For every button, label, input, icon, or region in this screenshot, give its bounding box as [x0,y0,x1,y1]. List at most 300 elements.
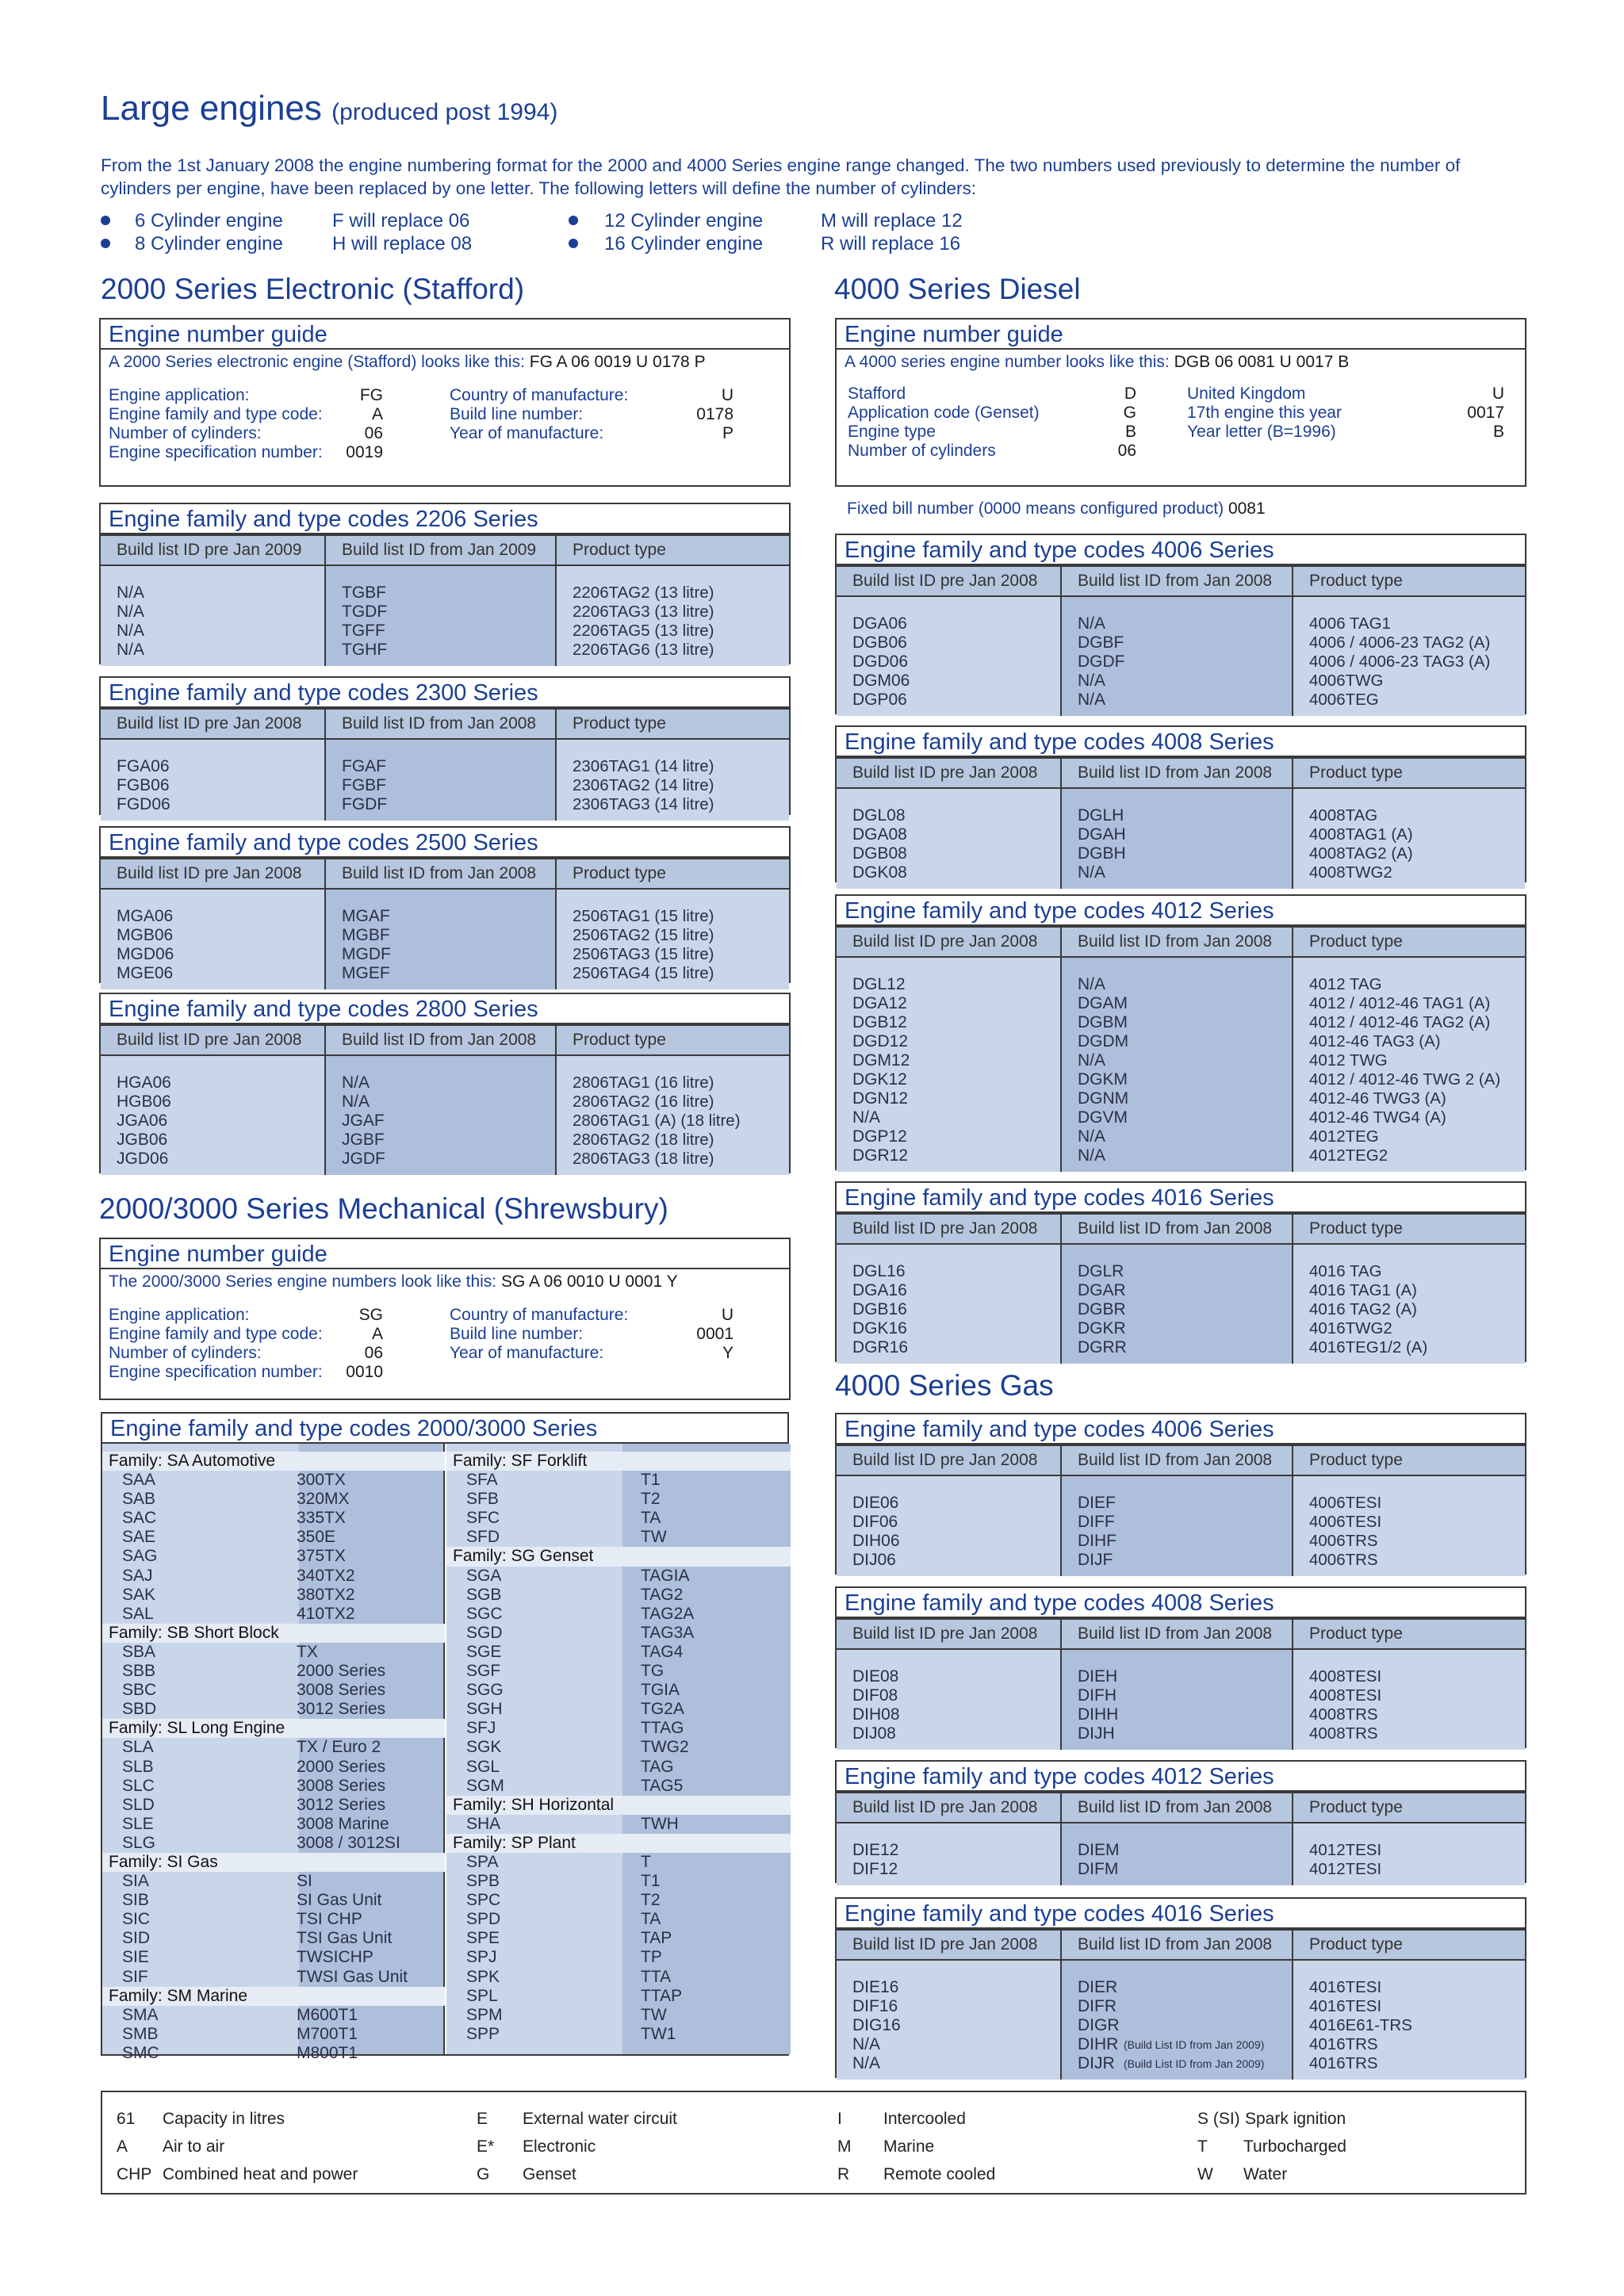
guide-label: Year of manufacture: [450,424,604,442]
family-product: 3008 / 3012SI [297,1833,400,1852]
guide-value: B [1124,423,1136,441]
col-header: Build list ID from Jan 2008 [1061,758,1293,788]
family-row [102,1643,445,1662]
family-product: 350E [297,1528,336,1547]
family-code: SGM [466,1776,504,1795]
col-header: Build list ID from Jan 2008 [325,1025,556,1055]
legend-key: S (SI) [1197,2110,1240,2128]
legend-key: CHP [117,2165,152,2183]
mech-col-1 [102,1444,445,2062]
table-title: Engine family and type codes 2000/3000 Series [102,1414,787,1444]
family-code: SLD [122,1795,155,1814]
family-row [102,1586,445,1605]
engine-number-guide-diesel [835,318,1526,487]
codes-table-2206 [99,503,791,664]
family-label: Family: SH Horizontal [446,1796,791,1815]
codes-table [101,534,789,666]
family-code: SGL [466,1757,500,1776]
family-row [446,1586,791,1605]
legend-key: 61 [117,2110,136,2128]
family-row [102,1738,445,1757]
col-header: Build list ID from Jan 2008 [325,859,556,889]
guide-intro: A 2000 Series electronic engine (Stafford) looks like this: [109,353,525,371]
legend-key: M [837,2137,852,2156]
col-header: Build list ID pre Jan 2009 [101,535,325,565]
guide-value: 0178 [696,405,733,423]
family-code: SAK [122,1585,156,1604]
col-pre: HGA06 HGB06 JGA06 JGB06 JGD06 [101,1055,325,1175]
col-pre: MGA06 MGB06 MGD06 MGE06 [101,889,325,989]
codes-table [101,1024,789,1175]
family-row [102,1910,445,1929]
guide-value: FG [359,386,383,404]
family-product: TWSI Gas Unit [297,1967,408,1986]
bullet-icon [101,209,110,232]
family-product: TAP [641,1929,672,1948]
guide-label: Year letter (B=1996) [1187,423,1336,441]
family-product: 3012 Series [297,1795,386,1814]
section-heading-gas: 4000 Series Gas [835,1369,1054,1402]
legend-key: E* [477,2137,495,2156]
codes-table-diesel-4006 [835,534,1526,714]
codes-table-diesel-4016 [835,1181,1526,1362]
col-header: Product type [556,859,789,889]
guide-value: A [371,405,383,423]
col-from-values: DIER DIFR DIGR DIHR DIJR [1078,1978,1120,2072]
guide-example: FG A 06 0019 U 0178 P [529,353,706,371]
family-product: TAGIA [641,1566,690,1585]
family-product: 380TX2 [297,1585,355,1604]
legend-key: R [837,2165,850,2183]
guide-row [109,443,394,462]
family-row [102,1815,445,1834]
guide-label: Number of cylinders: [109,424,262,442]
family-row [102,1834,445,1853]
build-note: (Build List ID from Jan 2009) [1124,2038,1265,2051]
col-from: DGLH DGAH DGBH N/A [1061,788,1293,889]
family-label: Family: SF Forklift [446,1452,791,1471]
table-title: Engine family and type codes 4016 Series [837,1183,1525,1213]
col-from: N/A N/A JGAF JGBF JGDF [325,1055,556,1175]
guide-label: Year of manufacture: [450,1344,604,1362]
col-pre: DGL08 DGA08 DGB08 DGK08 [837,788,1061,889]
col-pre: DIE12 DIF12 [837,1823,1061,1885]
guide-row [1187,385,1512,404]
legend-key: G [477,2165,490,2183]
cylinder-replace: F will replace 06 [332,210,470,232]
family-product: TX [297,1642,318,1661]
family-code: SGD [466,1623,503,1642]
family-product: M800T1 [297,2043,358,2062]
family-product: 2000 Series [297,1757,386,1776]
family-row [446,1910,791,1929]
mech-col-2 [446,1444,791,2054]
codes-table-diesel-4012 [835,894,1526,1170]
family-product: TG [641,1662,665,1681]
col-header: Build list ID from Jan 2009 [325,535,556,565]
family-product: TGIA [641,1681,680,1700]
col-product: 4012 TAG 4012 / 4012-46 TAG1 (A) 4012 / 4012-46 TAG2 (A) 4012-46 TAG3 (A) 4012 TWG 4012 / 4012-46 TWG 2 (A) 4012-46 TWG3 (A) 4012-46 TWG4 (A) 4012TEG 4012TEG2 [1293,957,1525,1172]
col-header: Build list ID pre Jan 2008 [837,1214,1061,1244]
intro-text: From the 1st January 2008 the engine numbering format for the 2000 and 4000 Series engine range changed. The two numbers used previously to determine the number of cylinders per engine, have been replaced by one letter. The following letters will define the number of cylinders: [101,155,1461,198]
mech-body [102,1444,787,2062]
cylinder-row [101,232,1052,255]
col-pre: N/A N/A N/A N/A [101,565,325,666]
family-product: 320MX [297,1490,350,1509]
family-product: TG2A [641,1700,684,1719]
family-code: SFA [466,1471,498,1490]
col-product: 4012TESI 4012TESI [1293,1823,1525,1885]
codes-table-gas-4012 [835,1760,1526,1883]
codes-table-diesel-4008 [835,725,1526,882]
table-title: Engine family and type codes 4012 Series [837,896,1525,926]
col-product: 2506TAG1 (15 litre) 2506TAG2 (15 litre) 2506TAG3 (15 litre) 2506TAG4 (15 litre) [556,889,789,989]
col-pre: DIE08 DIF08 DIH08 DIJ08 [837,1649,1061,1750]
family-product: 340TX2 [297,1566,355,1585]
guide-value: G [1123,404,1136,422]
codes-table-2500 [99,826,791,983]
family-row [446,1643,791,1662]
guide-value: A [371,1325,383,1343]
col-header: Build list ID pre Jan 2008 [837,758,1061,788]
family-code: SMA [122,2005,159,2024]
family-row [446,1662,791,1681]
codes-table [837,565,1525,716]
guide-value: 06 [364,1344,383,1362]
guide-example-line [837,350,1525,373]
family-product: TP [641,1948,662,1967]
family-code: SIB [122,1891,149,1910]
guide-title: Engine number guide [101,320,789,350]
family-code: SLC [122,1776,155,1795]
codes-table-gas-4016 [835,1897,1526,2078]
guide-title: Engine number guide [837,320,1525,350]
guide-row [848,423,1149,442]
cylinder-engine: 16 Cylinder engine [604,233,764,254]
guide-example: DGB 06 0081 U 0017 B [1174,353,1350,371]
legend-desc: Remote cooled [883,2165,996,2183]
family-code: SPL [466,1986,498,2005]
page-title [101,89,557,128]
col-header: Product type [1293,1214,1525,1244]
family-product: TAG2 [641,1585,684,1604]
family-product: 3008 Series [297,1681,386,1700]
guide-label: Engine specification number: [109,443,323,461]
family-row [446,1891,791,1910]
family-row [102,1490,445,1509]
family-product: 375TX [297,1547,346,1566]
family-product: M600T1 [297,2005,358,2024]
guide-value: B [1492,423,1504,441]
family-product: TAG4 [641,1642,684,1661]
codes-table [101,858,789,989]
col-product: 2306TAG1 (14 litre) 2306TAG2 (14 litre) 2306TAG3 (14 litre) [556,739,789,821]
family-row [446,1471,791,1490]
family-row [102,2006,445,2025]
table-title: Engine family and type codes 4008 Series [837,727,1525,757]
guide-label: Country of manufacture: [450,1306,629,1324]
family-row [102,1471,445,1490]
family-code: SHA [466,1814,501,1833]
legend-key: A [117,2137,128,2156]
cylinder-engine: 8 Cylinder engine [135,233,283,254]
family-row [102,2025,445,2044]
codes-table [837,1445,1525,1576]
family-row [446,1777,791,1796]
family-product: TWG2 [641,1738,689,1757]
codes-table-2000-3000 [101,1412,789,2062]
guide-value: U [721,1306,733,1324]
guide-col-1 [109,386,394,462]
legend-key: E [477,2110,488,2128]
legend-desc: Intercooled [883,2110,966,2128]
family-row [102,1700,445,1719]
family-row [102,1547,445,1566]
family-row [446,1929,791,1948]
col-from [1061,1960,1293,2080]
family-code: SFB [466,1490,499,1509]
family-code: SLA [122,1738,154,1757]
family-code: SGA [466,1566,502,1585]
family-code: SLG [122,1833,156,1852]
family-row [446,2006,791,2025]
family-row [446,1853,791,1872]
guide-value: 06 [1117,442,1136,460]
guide-label: United Kingdom [1187,385,1306,403]
family-code: SAB [122,1490,156,1509]
guide-value: P [722,424,733,442]
legend-key: T [1197,2137,1208,2156]
legend [101,2091,1526,2195]
col-header: Build list ID pre Jan 2008 [837,1619,1061,1649]
family-row [446,1681,791,1700]
col-header: Build list ID from Jan 2008 [1061,927,1293,957]
family-code: SIE [122,1948,149,1967]
guide-row [848,404,1149,423]
family-code: SPM [466,2005,503,2024]
codes-table-2300 [99,676,791,815]
family-row [102,1662,445,1681]
codes-table-gas-4006 [835,1413,1526,1575]
col-pre: DIE16 DIF16 DIG16 N/A N/A [837,1960,1061,2080]
family-product: TW [641,2005,667,2024]
col-product: 4016TESI 4016TESI 4016E61-TRS 4016TRS 4016TRS [1293,1960,1525,2080]
col-product: 4006 TAG1 4006 / 4006-23 TAG2 (A) 4006 / 4006-23 TAG3 (A) 4006TWG 4006TEG [1293,596,1525,716]
family-product: TSI CHP [297,1910,362,1929]
guide-example-line [101,350,789,373]
codes-table [101,708,789,821]
col-header: Build list ID from Jan 2008 [1061,1214,1293,1244]
family-row [102,1509,445,1528]
family-label: Family: SP Plant [446,1834,791,1853]
guide-label: Engine family and type code: [109,405,323,423]
family-row [102,1777,445,1796]
col-header: Product type [556,535,789,565]
build-note: (Build List ID from Jan 2009) [1124,2057,1265,2070]
family-product: SI Gas Unit [297,1891,382,1910]
guide-label: Build line number: [450,1325,584,1343]
family-code: SGE [466,1642,502,1661]
family-label: Family: SA Automotive [102,1452,445,1471]
family-product: T2 [641,1891,661,1910]
cylinder-replace: M will replace 12 [821,210,963,232]
family-code: SFD [466,1528,500,1547]
family-code: SGC [466,1604,503,1623]
guide-row [1187,404,1512,423]
guide-label: Engine family and type code: [109,1325,323,1343]
legend-desc: Electronic [523,2137,596,2156]
family-code: SAG [122,1547,158,1566]
family-row [446,1528,791,1547]
family-code: SGB [466,1585,502,1604]
bullet-icon [101,232,110,255]
guide-row [450,405,751,424]
family-row [446,1605,791,1624]
col-header: Product type [1293,758,1525,788]
col-header: Build list ID from Jan 2008 [1061,1445,1293,1475]
family-row [446,1968,791,1987]
col-header: Product type [556,1025,789,1055]
cylinder-list [101,209,1052,255]
col-pre: DGL16 DGA16 DGB16 DGK16 DGR16 [837,1244,1061,1364]
legend-key: W [1197,2165,1213,2183]
cylinder-replace: H will replace 08 [332,233,473,254]
family-product: 410TX2 [297,1604,355,1623]
family-product: TA [641,1509,661,1528]
col-pre: DIE06 DIF06 DIH06 DIJ06 [837,1475,1061,1576]
table-title: Engine family and type codes 2800 Series [101,994,789,1024]
guide-intro: A 4000 series engine number looks like this: [845,353,1170,371]
guide-col-1 [109,1306,394,1382]
guide-value: 0017 [1467,404,1504,422]
family-label: Family: SL Long Engine [102,1719,445,1738]
family-product: TTAG [641,1719,684,1738]
title-main: Large engines [101,89,322,128]
family-row [102,1681,445,1700]
col-header: Product type [1293,927,1525,957]
family-product: TW [641,1528,667,1547]
guide-row [109,386,394,405]
legend-desc: Turbocharged [1243,2137,1346,2156]
guide-value: U [1492,385,1504,403]
fixed-bill-label: Fixed bill number (0000 means configured product) [847,499,1224,518]
guide-row [848,442,1149,461]
col-header: Build list ID pre Jan 2008 [837,1930,1061,1960]
family-code: SPP [466,2024,500,2043]
family-row [102,1872,445,1891]
col-header: Product type [1293,1930,1525,1960]
family-code: SGF [466,1662,501,1681]
family-label: Family: SI Gas [102,1853,445,1872]
fixed-bill-note [847,499,1266,519]
family-code: SPK [466,1967,500,1986]
col-from: DIEM DIFM [1061,1823,1293,1885]
guide-example-line [101,1269,789,1293]
codes-table [837,1618,1525,1750]
family-product: TA [641,1910,661,1929]
guide-value: U [721,386,733,404]
family-product: TTA [641,1967,672,1986]
family-code: SMC [122,2043,159,2062]
table-title: Engine family and type codes 2206 Series [101,504,789,534]
codes-table [837,1792,1525,1885]
section-heading-stafford: 2000 Series Electronic (Stafford) [101,273,525,305]
col-pre: DGA06 DGB06 DGD06 DGM06 DGP06 [837,596,1061,716]
family-code: SAE [122,1528,156,1547]
family-code: SIA [122,1872,149,1891]
col-header: Build list ID from Jan 2008 [1061,1930,1293,1960]
family-product: 2000 Series [297,1662,386,1681]
guide-row [450,1325,751,1344]
cylinder-engine: 12 Cylinder engine [604,210,764,232]
codes-table [837,926,1525,1172]
guide-col-1 [848,385,1149,461]
guide-col-2 [1187,385,1512,442]
guide-col-2 [450,1306,751,1363]
family-code: SBB [122,1662,156,1681]
guide-row [450,1344,751,1363]
col-header: Build list ID pre Jan 2008 [837,566,1061,596]
family-code: SBA [122,1642,156,1661]
family-code: SMB [122,2024,159,2043]
family-row [446,1872,791,1891]
col-header: Build list ID from Jan 2008 [1061,1793,1293,1823]
family-code: SID [122,1929,151,1948]
legend-desc: Genset [523,2165,576,2183]
guide-row [109,1325,394,1344]
guide-row [1187,423,1512,442]
guide-label: Engine specification number: [109,1363,323,1381]
family-row [102,1948,445,1967]
bullet-icon [569,209,578,232]
guide-label: Country of manufacture: [450,386,629,404]
table-title: Engine family and type codes 4006 Series [837,535,1525,565]
family-code: SPB [466,1872,500,1891]
col-header: Product type [1293,1619,1525,1649]
col-product: 2206TAG2 (13 litre) 2206TAG3 (13 litre) 2206TAG5 (13 litre) 2206TAG6 (13 litre) [556,565,789,666]
col-header: Build list ID pre Jan 2008 [837,1793,1061,1823]
family-code: SBD [122,1700,157,1719]
title-sub: (produced post 1994) [331,99,558,125]
col-from: DIEF DIFF DIHF DIJF [1061,1475,1293,1576]
col-header: Build list ID from Jan 2008 [1061,1619,1293,1649]
col-header: Build list ID pre Jan 2008 [837,1445,1061,1475]
family-code: SLB [122,1757,154,1776]
family-row [102,1891,445,1910]
col-product: 2806TAG1 (16 litre) 2806TAG2 (16 litre) 2806TAG1 (A) (18 litre) 2806TAG2 (18 litre) 2806TAG3 (18 litre) [556,1055,789,1175]
legend-desc: External water circuit [523,2110,677,2128]
family-product: TAG [641,1757,674,1776]
col-header: Build list ID from Jan 2008 [1061,566,1293,596]
family-row [446,1567,791,1586]
guide-value: 0001 [696,1325,733,1343]
col-from: MGAF MGBF MGDF MGEF [325,889,556,989]
guide-row [450,424,751,443]
legend-key: I [837,2110,842,2128]
family-code: SPD [466,1910,501,1929]
family-row [102,1605,445,1624]
col-from: DIEH DIFH DIHH DIJH [1061,1649,1293,1750]
guide-value: 0019 [346,443,383,461]
family-code: SAA [122,1471,156,1490]
family-code: SPA [466,1852,499,1871]
legend-desc: Marine [883,2137,935,2156]
family-product: 3008 Marine [297,1814,389,1833]
family-code: SIF [122,1967,148,1986]
section-heading-shrewsbury: 2000/3000 Series Mechanical (Shrewsbury) [99,1192,668,1225]
guide-row [109,1306,394,1325]
family-product: T1 [641,1471,661,1490]
